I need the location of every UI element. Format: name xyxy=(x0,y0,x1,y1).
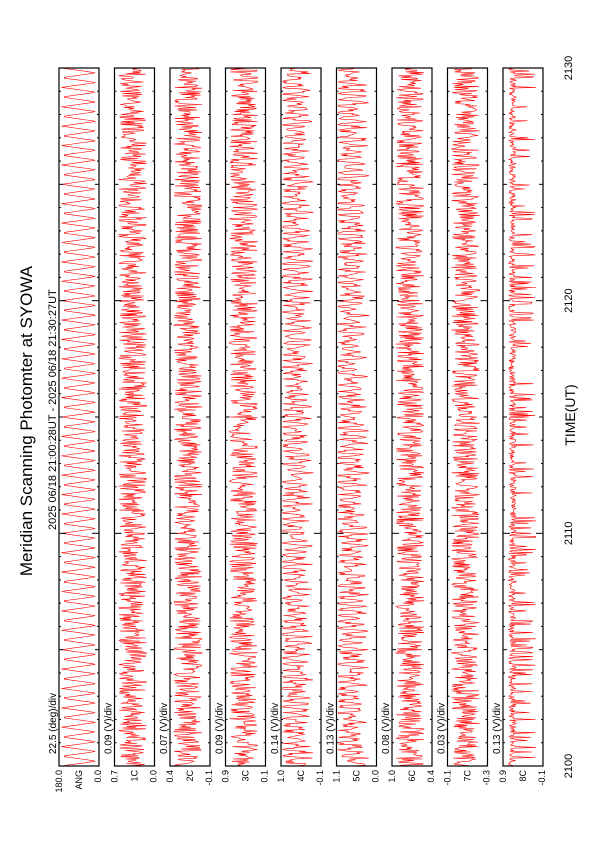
channel-label: 5C xyxy=(351,770,362,782)
y-tick-label: -0.1 xyxy=(537,770,547,786)
panel-2c xyxy=(159,68,214,786)
panel-scale-label: 22.5 (deg)/div xyxy=(48,692,59,754)
series-trace-3c xyxy=(229,68,257,766)
panel-scale-label: 0.13 (V)/div xyxy=(492,702,503,754)
y-tick-label: 0.0 xyxy=(370,770,381,783)
panel-scale-label: 0.08 (V)/div xyxy=(381,702,392,754)
x-axis-label: TIME(UT) xyxy=(562,384,578,446)
channel-label: 8C xyxy=(518,770,528,782)
y-tick-label: 1.0 xyxy=(387,770,397,783)
panel-3c xyxy=(215,68,270,783)
y-tick-label: 0.1 xyxy=(259,770,270,783)
channel-label: 3C xyxy=(240,770,251,782)
channel-label: 2C xyxy=(185,770,195,782)
y-tick-label: 0.9 xyxy=(220,770,231,783)
time-range: 2025 06/18 21:00:28UT - 2025 06/18 21:30:27UT xyxy=(47,289,59,530)
y-tick-label: 1.1 xyxy=(331,770,342,783)
channel-label: 6C xyxy=(407,770,417,782)
panel-scale-label: 0.07 (V)/div xyxy=(159,702,170,754)
panel-5c xyxy=(326,68,381,783)
y-tick-label: -0.1 xyxy=(315,770,325,786)
x-tick-label: 2100 xyxy=(563,753,575,779)
panel-scale-label: 0.09 (V)/div xyxy=(214,702,226,754)
channel-label: 1C xyxy=(129,770,140,782)
channel-label: ANG xyxy=(74,770,84,790)
panel-1c xyxy=(104,68,159,783)
panel-frame xyxy=(337,68,377,766)
series-trace-7c xyxy=(451,68,479,766)
y-tick-label: 180.0 xyxy=(54,770,64,793)
x-tick-label: 2120 xyxy=(563,288,575,313)
y-tick-label: 0.0 xyxy=(93,770,103,783)
panel-frame xyxy=(448,68,488,766)
y-tick-label: -0.3 xyxy=(481,770,492,786)
y-tick-label: -0.1 xyxy=(204,770,214,786)
series-trace-8c xyxy=(509,68,537,766)
panel-scale-label: 0.14 (V)/div xyxy=(270,702,281,754)
panel-4c xyxy=(270,68,325,786)
y-tick-label: 1.0 xyxy=(276,770,286,783)
panel-7c xyxy=(437,68,492,786)
x-tick-label: 2110 xyxy=(563,521,575,546)
panel-6c xyxy=(381,68,436,783)
x-tick-label: 2130 xyxy=(563,55,575,81)
panel-frame xyxy=(59,68,99,766)
y-tick-label: 0.4 xyxy=(165,770,175,783)
channel-label: 4C xyxy=(296,770,306,782)
y-tick-label: 0.9 xyxy=(498,770,508,783)
channel-label: 7C xyxy=(462,770,473,782)
series-trace-1c xyxy=(118,68,146,766)
figure-title: Meridian Scanning Photomter at SYOWA xyxy=(17,265,36,577)
y-tick-label: 0.7 xyxy=(109,770,120,783)
series-trace-5c xyxy=(338,68,369,766)
panel-scale-label: 0.09 (V)/div xyxy=(103,702,115,754)
panel-scale-label: 0.03 (V)/div xyxy=(436,702,448,754)
series-trace-4c xyxy=(283,68,314,766)
series-trace-6c xyxy=(396,68,424,766)
series-trace-2c xyxy=(174,68,202,766)
panel-scale-label: 0.13 (V)/div xyxy=(325,702,337,754)
y-tick-label: -0.1 xyxy=(442,770,453,786)
panels xyxy=(48,68,547,793)
y-tick-label: 0.0 xyxy=(148,770,159,783)
y-tick-label: 0.4 xyxy=(426,770,436,783)
panel-8c xyxy=(492,68,547,786)
series-trace-ang xyxy=(62,68,96,766)
